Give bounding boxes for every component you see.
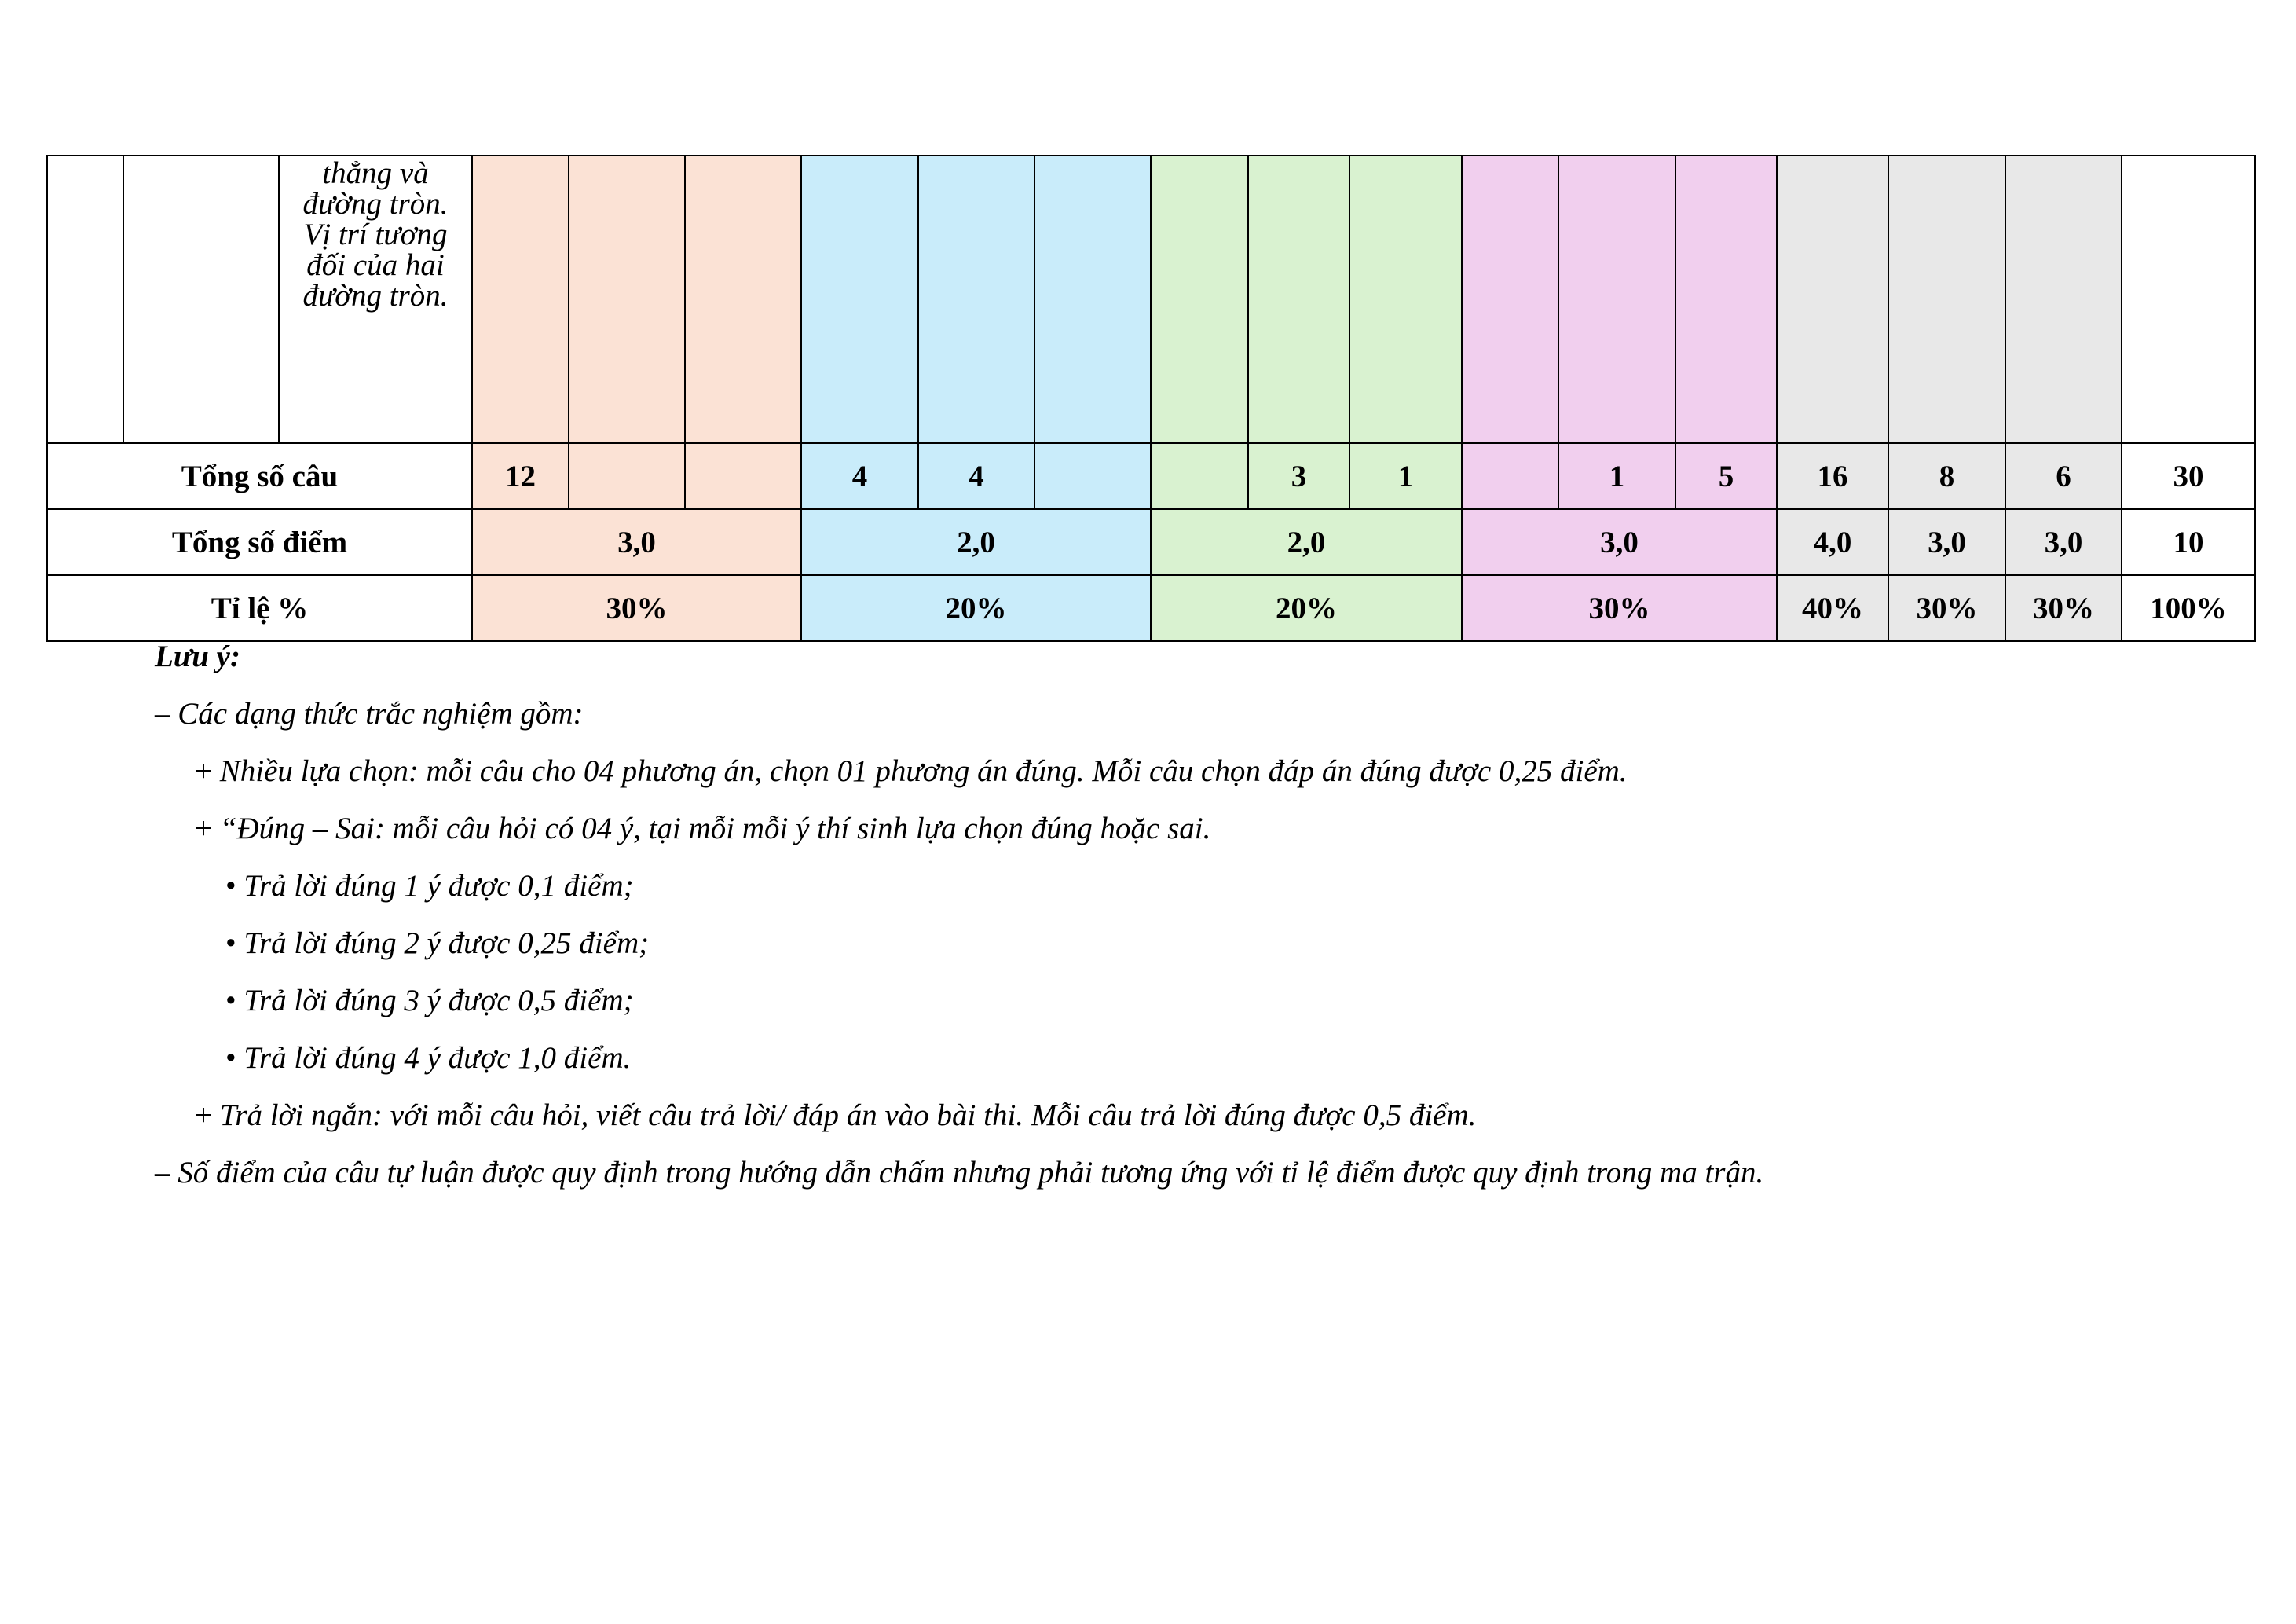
value-cell: 30% [472,575,801,641]
dash-mark: – [155,1156,170,1190]
matrix-cell [569,156,685,443]
value-cell: 4,0 [1777,509,1888,575]
matrix-cell [1558,156,1675,443]
bullet-line [155,979,2197,1036]
matrix-cell [2122,156,2255,443]
percentage-row [47,575,2255,641]
value-cell: 30 [2122,443,2255,509]
value-cell: 20% [801,575,1151,641]
chapter-cell [123,156,279,443]
matrix-cell [1034,156,1151,443]
bullet-text: Trả lời đúng 1 ý được 0,1 điểm; [244,869,634,903]
topic-line: Vị trí tương [303,218,448,251]
note-text: Số điểm của câu tự luận được quy định trong hướng dẫn chấm nhưng phải tương ứng với tỉ lệ điểm được quy định trong ma trận. [178,1156,1764,1190]
plus-mark: + [195,754,212,788]
value-cell: 20% [1151,575,1462,641]
bullet-mark: • [225,926,236,960]
matrix-cell [472,156,569,443]
topic-line: đối của hai [306,248,445,282]
topic-line: thẳng và [322,156,429,190]
value-cell: 1 [1349,443,1462,509]
row-label: Tổng số điểm [47,509,472,575]
matrix-cell [1248,156,1349,443]
value-cell: 30% [1462,575,1777,641]
topic-row [47,156,2255,443]
value-cell: 30% [1888,575,2005,641]
value-cell: 3,0 [472,509,801,575]
bullet-mark: • [225,984,236,1017]
value-cell: 10 [2122,509,2255,575]
matrix-cell [1888,156,2005,443]
note-text: Nhiều lựa chọn: mỗi câu cho 04 phương án, chọn 01 phương án đúng. Mỗi câu chọn đáp án đúng được 0,25 điểm. [219,754,1628,788]
plus-mark: + [195,812,212,845]
value-cell: 100% [2122,575,2255,641]
matrix-cell [2005,156,2122,443]
row-label: Tổng số câu [47,443,472,509]
total-points-row [47,509,2255,575]
value-cell: 1 [1558,443,1675,509]
bullet-text: Trả lời đúng 3 ý được 0,5 điểm; [244,984,634,1017]
note-line [155,692,2197,750]
value-cell: 2,0 [801,509,1151,575]
note-line [155,807,2197,864]
bullet-mark: • [225,1041,236,1075]
bullet-line [155,864,2197,922]
topic-line: đường tròn. [302,187,449,221]
value-cell: 30% [2005,575,2122,641]
value-cell: 5 [1675,443,1777,509]
value-cell: 2,0 [1151,509,1462,575]
value-cell: 16 [1777,443,1888,509]
topic-cell [279,156,472,443]
matrix-cell [1349,156,1462,443]
value-cell: 3,0 [1888,509,2005,575]
bullet-line [155,1036,2197,1094]
value-cell [569,443,685,509]
value-cell: 40% [1777,575,1888,641]
value-cell: 3,0 [2005,509,2122,575]
value-cell [1034,443,1151,509]
topic-line: đường tròn. [302,279,449,313]
index-cell [47,156,123,443]
bullet-text: Trả lời đúng 4 ý được 1,0 điểm. [244,1041,632,1075]
note-line [155,1151,2197,1208]
dash-mark: – [155,697,170,731]
matrix-cell [1462,156,1558,443]
bullet-line [155,922,2197,979]
bullet-mark: • [225,869,236,903]
note-line [155,1094,2197,1151]
value-cell: 8 [1888,443,2005,509]
value-cell: 4 [801,443,918,509]
notes-title: Lưu ý: [155,640,240,673]
value-cell [1462,443,1558,509]
value-cell [685,443,801,509]
matrix-cell [1675,156,1777,443]
value-cell [1151,443,1248,509]
matrix-cell [1151,156,1248,443]
note-text: “Đúng – Sai: mỗi câu hỏi có 04 ý, tại mỗi mỗi ý thí sinh lựa chọn đúng hoặc sai. [219,812,1211,845]
value-cell: 3 [1248,443,1349,509]
plus-mark: + [195,1098,212,1132]
note-text: Trả lời ngắn: với mỗi câu hỏi, viết câu trả lời/ đáp án vào bài thi. Mỗi câu trả lời đúng được 0,5 điểm. [219,1098,1477,1132]
value-cell: 4 [918,443,1034,509]
matrix-cell [1777,156,1888,443]
bullet-text: Trả lời đúng 2 ý được 0,25 điểm; [244,926,650,960]
row-label: Tỉ lệ % [47,575,472,641]
note-line [155,750,2197,807]
matrix-cell [801,156,918,443]
assessment-matrix-table [46,155,2256,642]
value-cell: 3,0 [1462,509,1777,575]
value-cell: 6 [2005,443,2122,509]
value-cell: 12 [472,443,569,509]
matrix-cell [685,156,801,443]
note-text: Các dạng thức trắc nghiệm gồm: [178,697,584,731]
matrix-cell [918,156,1034,443]
total-questions-row [47,443,2255,509]
notes-section [155,635,2197,1208]
